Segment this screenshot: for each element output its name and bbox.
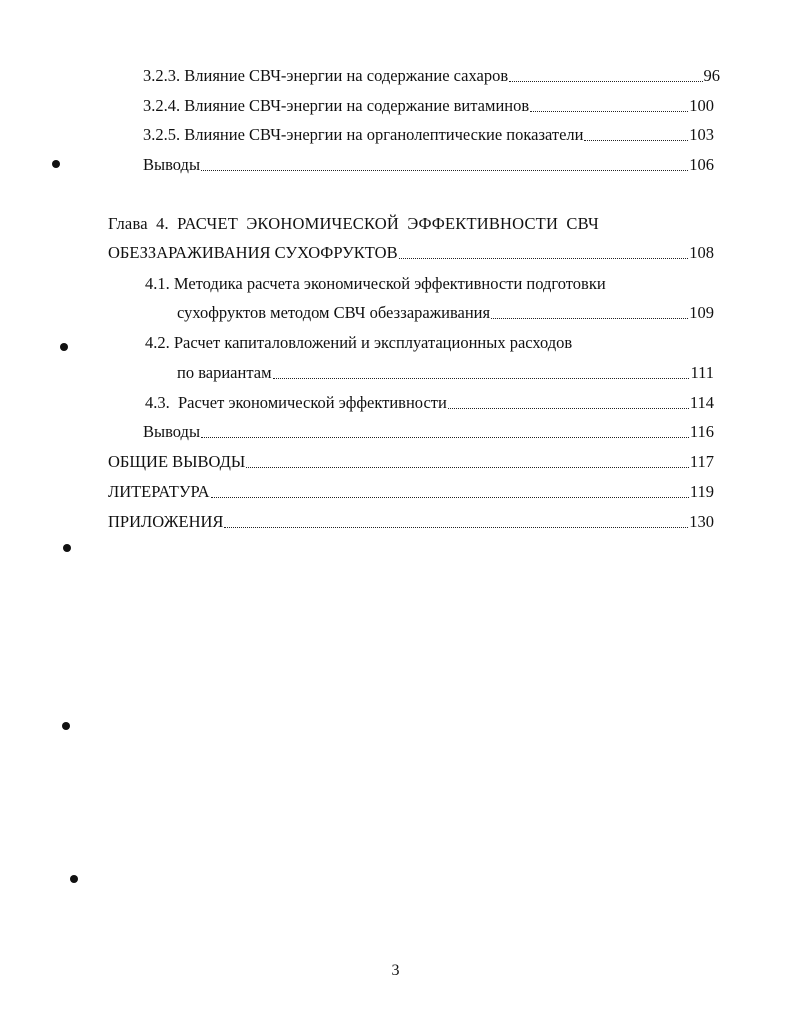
toc-entry-title: по вариантам — [177, 363, 272, 382]
binding-hole-mark — [70, 875, 78, 883]
toc-entry — [143, 94, 714, 118]
toc-entry-page: 100 — [689, 96, 714, 115]
toc-entry-title: 4.3. Расчет экономической эффективности — [145, 393, 447, 412]
dot-leader — [530, 110, 688, 112]
toc-entry-title: Выводы — [143, 155, 201, 174]
toc-entry-page: 116 — [689, 422, 714, 441]
toc-entry-title: 3.2.3. Влияние СВЧ-энергии на содержание сахаров — [143, 66, 509, 85]
dot-leader — [509, 80, 702, 82]
toc-entry-title: ЛИТЕРАТУРА — [108, 482, 210, 501]
toc-entry-page: 106 — [689, 155, 714, 174]
dot-leader — [201, 169, 688, 171]
toc-entry-title: ОБЕЗЗАРАЖИВАНИЯ СУХОФРУКТОВ — [108, 243, 398, 262]
dot-leader — [448, 407, 689, 409]
toc-entry-page: 130 — [689, 512, 714, 531]
toc-entry-title: 3.2.5. Влияние СВЧ-энергии на органолептические показатели — [143, 125, 584, 144]
toc-entry — [143, 420, 714, 444]
binding-hole-mark — [52, 160, 60, 168]
toc-entry — [145, 391, 714, 415]
binding-hole-mark — [63, 544, 71, 552]
dot-leader — [399, 257, 689, 259]
dot-leader — [273, 377, 690, 379]
toc-entry-page: 114 — [689, 393, 714, 412]
toc-entry — [177, 301, 714, 325]
page-number: 3 — [391, 962, 400, 979]
toc-entry-title: 4.1. Методика расчета экономической эффективности подготовки — [145, 274, 606, 293]
toc-entry-title: 4.2. Расчет капиталовложений и эксплуатационных расходов — [145, 333, 573, 352]
toc-entry-title: Выводы — [143, 422, 201, 441]
binding-hole-mark — [60, 343, 68, 351]
dot-leader — [584, 139, 688, 141]
toc-entry-page: 103 — [689, 125, 714, 144]
dot-leader — [224, 526, 688, 528]
toc-entry-page: 111 — [690, 363, 714, 382]
toc-entry-page: 117 — [689, 452, 714, 471]
dot-leader — [211, 496, 689, 498]
toc-entry — [108, 450, 714, 474]
toc-entry — [143, 153, 714, 177]
toc-entry-title: ОБЩИЕ ВЫВОДЫ — [108, 452, 246, 471]
toc-entry-title: 3.2.4. Влияние СВЧ-энергии на содержание витаминов — [143, 96, 530, 115]
dot-leader — [246, 466, 689, 468]
toc-entry-page: 119 — [689, 482, 714, 501]
dot-leader — [491, 317, 688, 319]
toc-entry — [143, 64, 720, 88]
binding-hole-mark — [62, 722, 70, 730]
toc-entry-page: 109 — [689, 303, 714, 322]
toc-entry — [108, 510, 714, 534]
toc-entry — [143, 123, 714, 147]
toc-entry-title: ПРИЛОЖЕНИЯ — [108, 512, 224, 531]
toc-entry-page: 96 — [703, 66, 720, 85]
toc-entry-page: 108 — [689, 243, 714, 262]
toc-entry — [108, 480, 714, 504]
toc-entry-title: сухофруктов методом СВЧ обеззараживания — [177, 303, 491, 322]
toc-entry — [108, 241, 714, 265]
toc-entry — [177, 361, 714, 385]
chapter-heading: Глава 4. РАСЧЕТ ЭКОНОМИЧЕСКОЙ ЭФФЕКТИВНОСТИ СВЧ — [108, 214, 599, 233]
dot-leader — [201, 436, 689, 438]
